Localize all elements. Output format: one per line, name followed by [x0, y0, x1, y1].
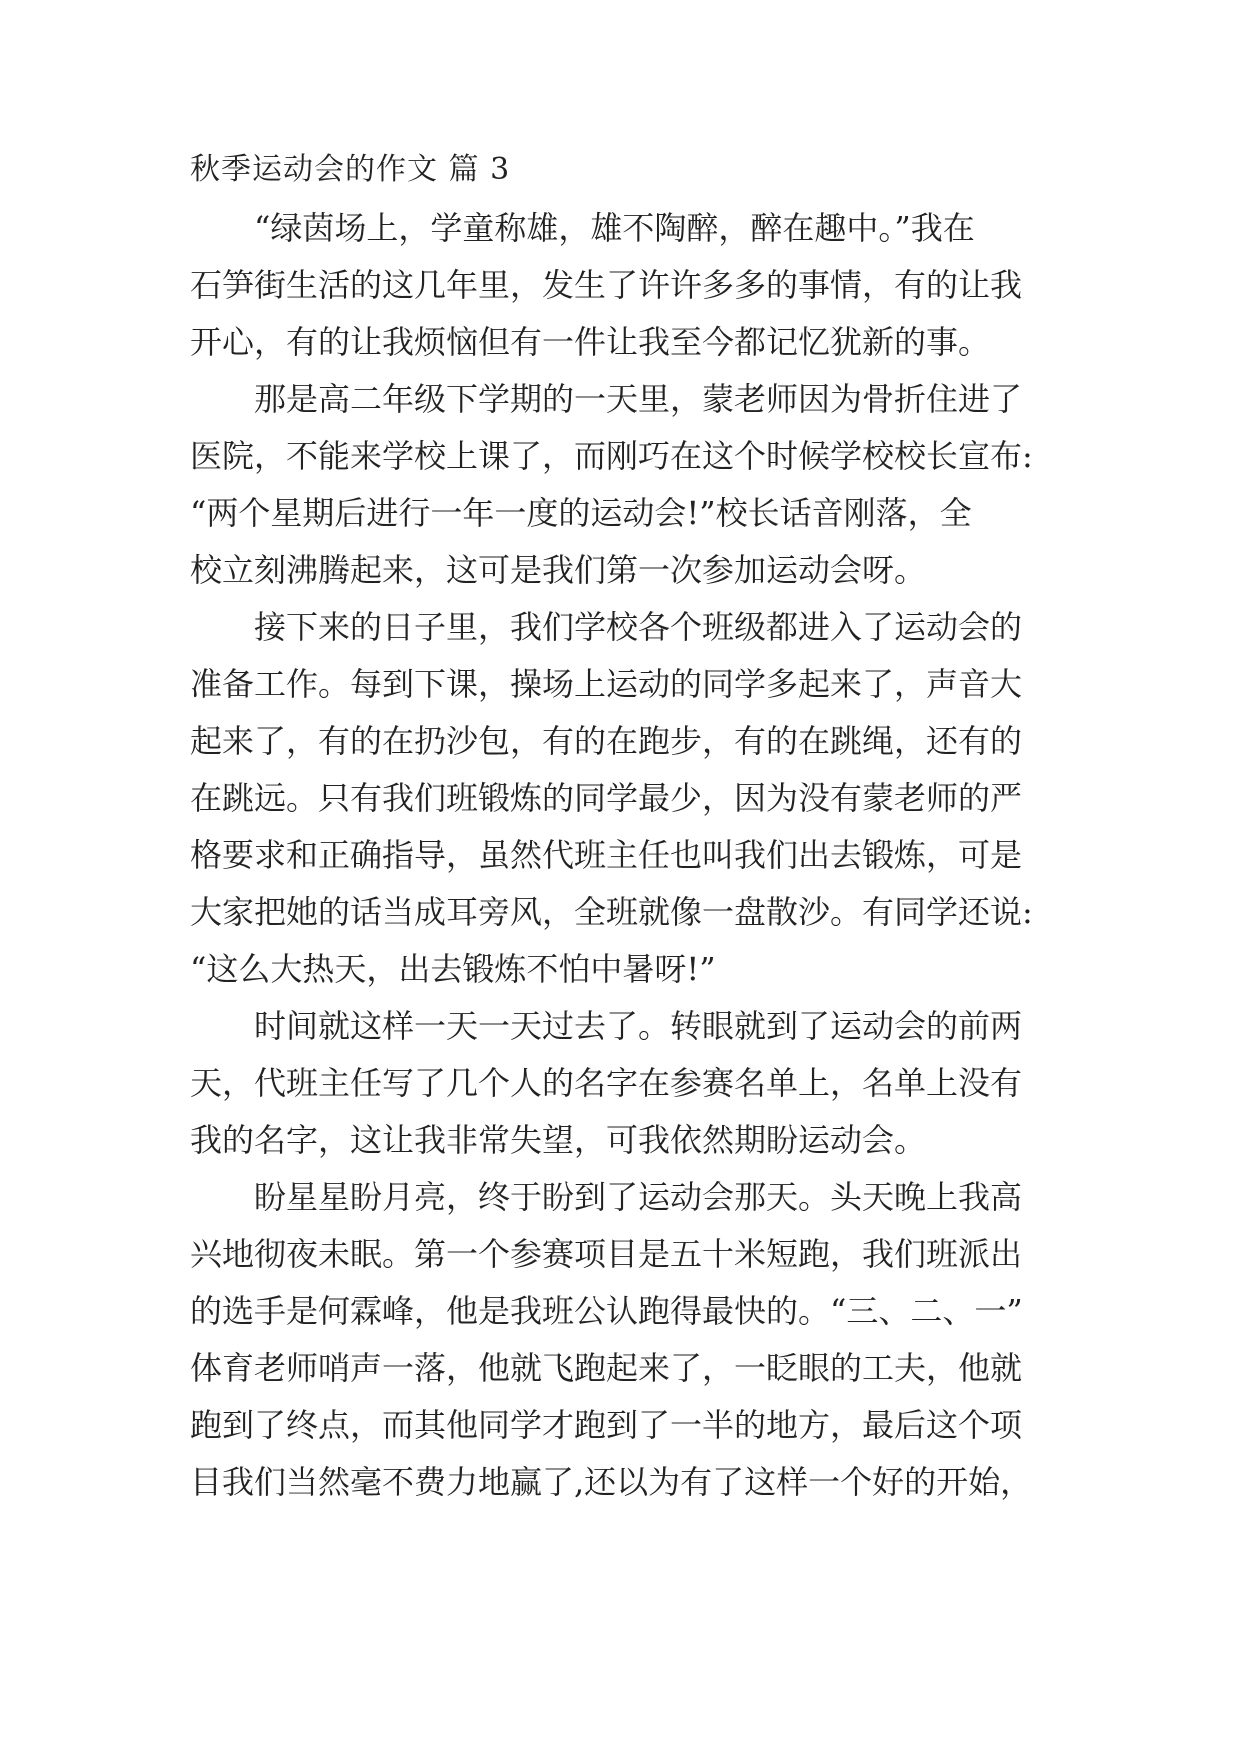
paragraph-4 — [190, 998, 1050, 1169]
paragraph-line: 校立刻沸腾起来，这可是我们第一次参加运动会呀。 — [190, 551, 927, 589]
paragraph-line: 时间就这样一天一天过去了。转眼就到了运动会的前两 — [254, 1007, 1023, 1045]
paragraph-line: 盼星星盼月亮，终于盼到了运动会那天。头天晚上我高 — [254, 1178, 1023, 1216]
paragraph-line: 体育老师哨声一落，他就飞跑起来了，一眨眼的工夫，他就 — [190, 1349, 1023, 1387]
paragraph-line: 目我们当然毫不费力地赢了,还以为有了这样一个好的开始， — [190, 1463, 1033, 1501]
paragraph-line: 石笋街生活的这几年里，发生了许许多多的事情，有的让我 — [190, 266, 1023, 304]
paragraph-line: “这么大热天，出去锻炼不怕中暑呀!” — [190, 950, 716, 988]
paragraph-1 — [190, 200, 1050, 371]
paragraph-line: 我的名字，这让我非常失望，可我依然期盼运动会。 — [190, 1121, 927, 1159]
paragraph-line: 医院，不能来学校上课了，而刚巧在这个时候学校校长宣布: — [190, 437, 1033, 475]
paragraph-line: 天，代班主任写了几个人的名字在参赛名单上，名单上没有 — [190, 1064, 1023, 1102]
document-title: 秋季运动会的作文 篇 3 — [190, 152, 511, 187]
paragraph-line: “两个星期后进行一年一度的运动会!”校长话音刚落，全 — [190, 494, 972, 532]
document-body — [190, 200, 1050, 1511]
paragraph-3 — [190, 599, 1050, 998]
paragraph-line: “绿茵场上，学童称雄，雄不陶醉，醉在趣中。”我在 — [254, 209, 975, 247]
paragraph-line: 大家把她的话当成耳旁风，全班就像一盘散沙。有同学还说: — [190, 893, 1033, 931]
paragraph-line: 接下来的日子里，我们学校各个班级都进入了运动会的 — [254, 608, 1023, 646]
paragraph-line: 那是高二年级下学期的一天里，蒙老师因为骨折住进了 — [254, 380, 1023, 418]
paragraph-line: 准备工作。每到下课，操场上运动的同学多起来了，声音大 — [190, 665, 1023, 703]
paragraph-2 — [190, 371, 1050, 599]
paragraph-line: 格要求和正确指导，虽然代班主任也叫我们出去锻炼，可是 — [190, 836, 1023, 874]
paragraph-line: 起来了，有的在扔沙包，有的在跑步，有的在跳绳，还有的 — [190, 722, 1023, 760]
paragraph-line: 兴地彻夜未眠。第一个参赛项目是五十米短跑，我们班派出 — [190, 1235, 1023, 1273]
paragraph-line: 的选手是何霖峰，他是我班公认跑得最快的。“三、二、一” — [190, 1292, 1023, 1330]
paragraph-line: 在跳远。只有我们班锻炼的同学最少，因为没有蒙老师的严 — [190, 779, 1023, 817]
paragraph-5 — [190, 1169, 1050, 1511]
paragraph-line: 跑到了终点，而其他同学才跑到了一半的地方，最后这个项 — [190, 1406, 1023, 1444]
paragraph-line: 开心，有的让我烦恼但有一件让我至今都记忆犹新的事。 — [190, 323, 991, 361]
